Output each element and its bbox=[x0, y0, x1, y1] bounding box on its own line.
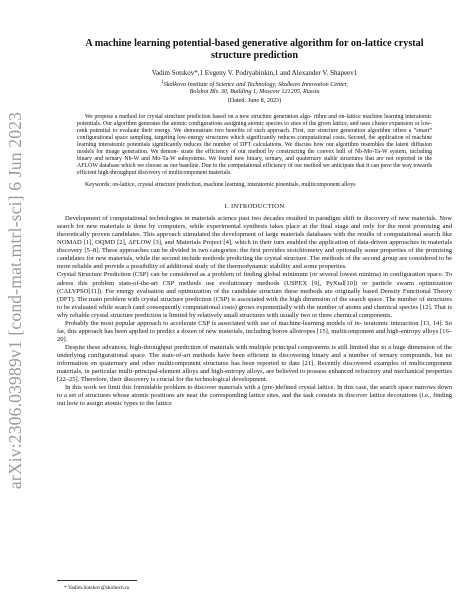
affiliation-line: Bolshoi Blv. 30, Building 1, Moscow 121205, Russia bbox=[189, 88, 320, 96]
affiliation-line: $^1$Skolkovo Institute of Science and Technology, Skolkovo Innovation Center, bbox=[161, 78, 348, 88]
paper-page bbox=[57, 38, 452, 408]
arxiv-identifier-stamp bbox=[5, 90, 27, 510]
paragraph: In this work we limit this formidable problem to discover materials with a (pre-)defined crystal lattice. In this case, the search space narrows down to a set of structures whose atomic positions are near the corresponding lattice sites, and the task consists in discover lattice decorations (i.e., finding out how to assign atomic types to the lattice bbox=[57, 384, 453, 408]
arxiv-id-text: arXiv:2306.03989v1 [cond-mat.mtrl-sci] 6 Jun 2023 bbox=[5, 111, 26, 489]
introduction-body bbox=[57, 215, 452, 408]
paragraph: Probably the most popular approach to accelerate CSP is associated with use of machine-learning models of in- teratomic interaction [13, 14]. So far, this approach has been applied to predict a dozen of new materials, including boron allotropes [15], multicomponent and high-entropy alloys [16–20]. bbox=[57, 319, 453, 343]
abstract bbox=[77, 114, 432, 177]
title-line: A machine learning potential-based generative algorithm for on-lattice crystal bbox=[85, 38, 424, 49]
footnote-email[interactable]: * Vadim.Sotskov@skoltech.ru bbox=[64, 585, 130, 591]
author-list: Vadim Sotskov*,1 Evgeny V. Podryabinkin,1 and Alexander V. Shapeev1 bbox=[151, 68, 358, 77]
section-heading-introduction: I. INTRODUCTION bbox=[224, 203, 285, 211]
keywords: Keywords: on-lattice, crystal structure prediction, machine learning, interatomic potentials, multicomponent alloys bbox=[85, 182, 356, 189]
paper-title bbox=[57, 38, 452, 63]
affiliation bbox=[57, 79, 452, 96]
affiliation-mark: 1 bbox=[161, 78, 164, 85]
abstract-text: We propose a method for crystal structure prediction based on a new structure generation algo- rithm and on-lattice machine learning interatomic potentials. Our algorithm generates the atomic configurations assigning atomic species to sites of the given lattice, and uses cluster expansion or low-rank potential to evaluate their energy. We demonstrate two benefits of such approach. First, our structure generation algorithm offers a “smart” configurational space sampling, targeting low-energy structures which significantly reduces computational costs. Second, the application of machine learning interatomic potentials significantly reduces the number of DFT calculations. We discuss how our algorithm resembles the latent diffusion models for image generation. We demon- strate the efficiency of our method by constructing the convex hull of Nb-Mo-Ta-W system, including binary and ternary Nb-W and Mo-Ta-W subsystems. We found new binary, ternary, and quaternary stable structures that are not reported in the AFLOW database which we choose as our baseline. Due to the computational efficiency of our method we anticipate that it can pave the way towards efficient high-throughput discovery of multicomponent materials. bbox=[77, 113, 433, 177]
paper-date: (Dated: June 8, 2023) bbox=[227, 97, 282, 105]
paragraph: Despite these advances, high-throughput prediction of materials with multiple principal components is still limited due to a huge dimension of the underlying configurational space. The state-of-art methods have been efficient in discovering binary and a number of ternary compounds, but no information on quaternary and other multicomponent structures has been reported to date [21]. Recently discovered examples of multicomponent materials, in particular multi-principal-element alloys and high-entropy alloys, are believed to possess enhanced refractory and mechanical properties [22–25]. Therefore, their discovery is crucial for the technological development. bbox=[57, 343, 452, 384]
footnote-divider bbox=[57, 580, 137, 581]
paragraph: Crystal Structure Prediction (CSP) can be considered as a problem of finding global minimum (or several lowest minima) in configuration space. To adress this problem state-of-the-art CSP methods use evolutionary methods (USPEX [9], PyXtal[10]) or particle swarm optimization (CALYPSO[11]). For energy evaluation and optimization of the candidate structure these methods are originally based Density Functional Theory (DFT). The main problem with crystal structure prediction (CSP) is associated with the high dimension of the search space. The number of structures to be evaluated while search (and consequently computational costs) grows exponentially with the number of atoms and chemical species [12]. That is why reliable crystal structure prediction is limited by relatively small structures with usually two or three chemical components. bbox=[57, 271, 453, 319]
title-line: structure prediction bbox=[210, 50, 299, 62]
paragraph: Development of computational technologies in materials science past two decades resulted in paradigm shift in discovery of new materials. Now search for new materials is done by computers, while experimental synthesis takes place at the final stage and only for the most promising and theoretically proven candidates. This approach stimulated the development of large materials databases with the results of computational search like NOMAD [1], OQMD [2], AFLOW [3], and Materials Project [4], which in their turn enabled the application of data-driven approaches in materials discovery [5–8]. These approaches can be divided in two categories: the first provides stoichiometry and optionally some properties of the promising candidates for new materials, while the second include methods predicting the crystal structure. The methods of the second group are considered to be more reliable and provide a possibility of additional study of the thermodynamic stability and some properties. bbox=[57, 215, 453, 271]
